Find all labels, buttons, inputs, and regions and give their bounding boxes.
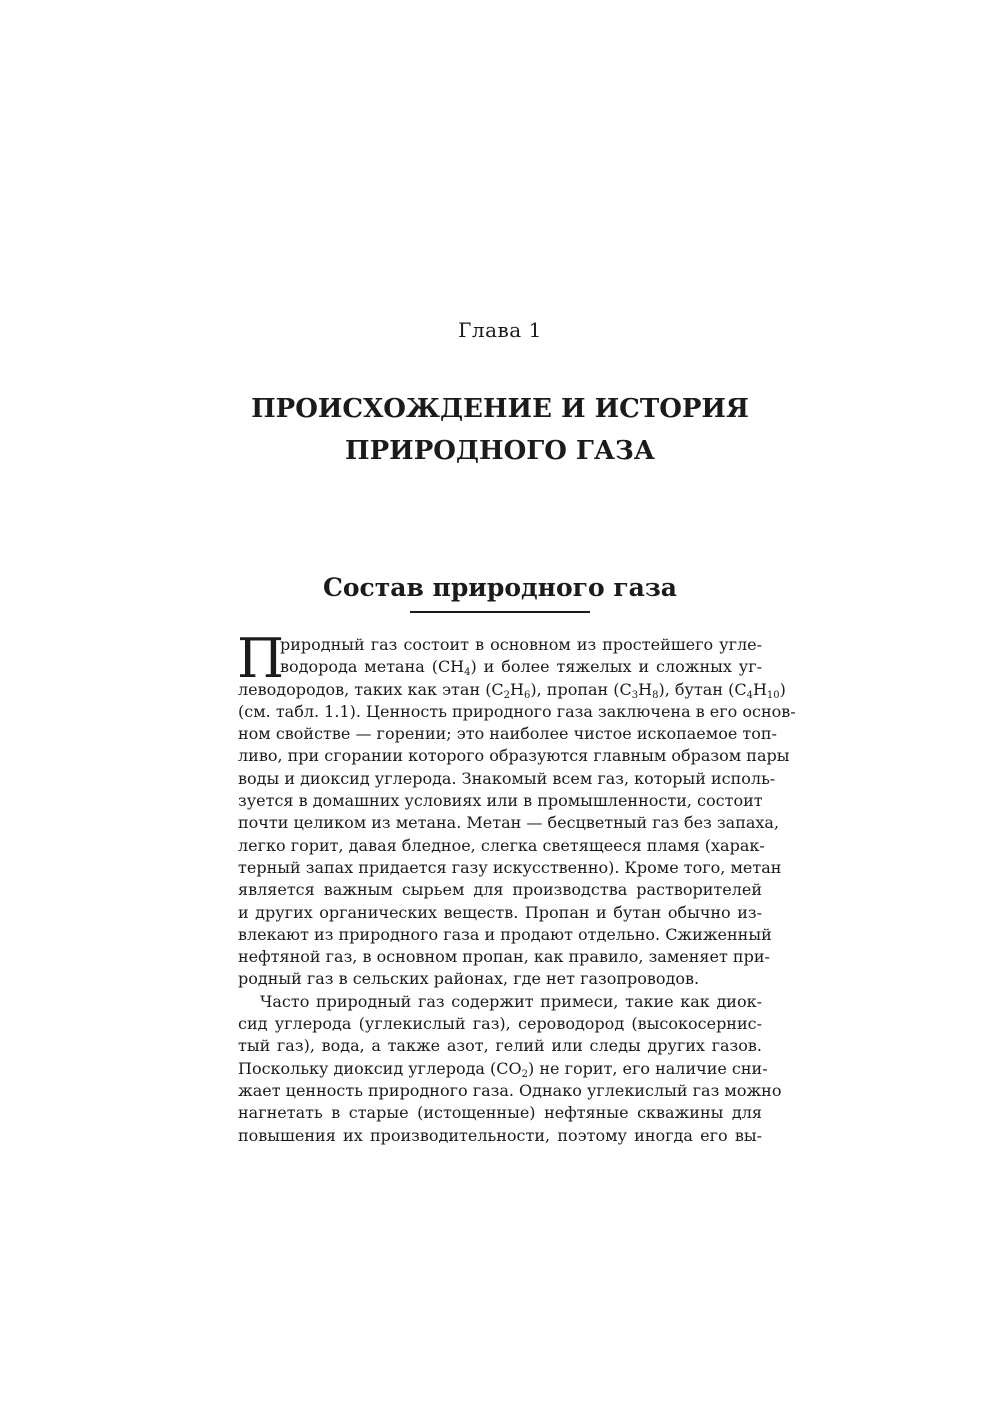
text-line: влекают из природного газа и продают отдельно. Сжиженный	[238, 924, 772, 944]
text-line: сид углерода (углекислый газ), сероводород (высокосернис-	[238, 1014, 762, 1034]
text-line: повышения их производительности, поэтому иногда его вы-	[238, 1125, 762, 1145]
text-line: жает ценность природного газа. Однако углекислый газ можно	[238, 1080, 782, 1100]
chapter-title	[0, 388, 1000, 472]
text-line: родный газ в сельских районах, где нет газопроводов.	[238, 969, 700, 989]
text-line: Поскольку диоксид углерода $(CO_2)$ не горит, его наличие сни-	[238, 1058, 768, 1080]
text-line: зуется в домашних условиях или в промышленности, состоит	[238, 791, 763, 811]
text-line: является важным сырьем для производства растворителей	[238, 880, 762, 900]
text-line: ном свойстве — горении; это наиболее чистое ископаемое топ-	[238, 724, 777, 744]
chapter-label: Глава 1	[458, 318, 542, 342]
text-line: (см. табл. 1.1). Ценность природного газа заключена в его основ-	[238, 701, 796, 721]
text-line: и других органических веществ. Пропан и бутан обычно из-	[238, 902, 762, 922]
text-line: легко горит, давая бледное, слегка светящееся пламя (харак-	[238, 835, 765, 855]
text-line: тый газ), вода, а также азот, гелий или следы других газов.	[238, 1036, 762, 1056]
section-title: Состав природного газа	[322, 573, 678, 602]
text-line: ливо, при сгорании которого образуются главным образом пары	[238, 746, 790, 766]
drop-cap: П	[237, 627, 285, 690]
body-text	[237, 627, 796, 1147]
paragraph-2	[238, 991, 782, 1147]
text-line: Часто природный газ содержит примеси, такие как диок-	[260, 991, 762, 1011]
text-line: нефтяной газ, в основном пропан, как правило, заменяет при-	[238, 947, 770, 967]
text-line: воды и диоксид углерода. Знакомый всем газ, который исполь-	[238, 768, 776, 788]
text-line: риродный газ состоит в основном из простейшего угле-	[280, 635, 762, 654]
chapter-title-line-1: ПРОИСХОЖДЕНИЕ И ИСТОРИЯ	[251, 394, 749, 424]
chapter-title-line-2: ПРИРОДНОГО ГАЗА	[345, 436, 655, 466]
paragraph-1	[237, 627, 796, 991]
text-line: почти целиком из метана. Метан — бесцветный газ без запаха,	[238, 813, 780, 833]
text-line: водорода метана $(CH_4)$ и более тяжелых и сложных уг-	[280, 657, 762, 679]
text-line: нагнетать в старые (истощенные) нефтяные скважины для	[238, 1103, 762, 1123]
text-line: терный запах придается газу искусственно). Кроме того, метан	[238, 857, 782, 877]
section-title-underline	[410, 611, 590, 613]
text-line: леводородов, таких как этан $(C_2H_6)$, пропан $(C_3H_8)$, бутан $(C_4H_{10})$	[238, 679, 786, 701]
